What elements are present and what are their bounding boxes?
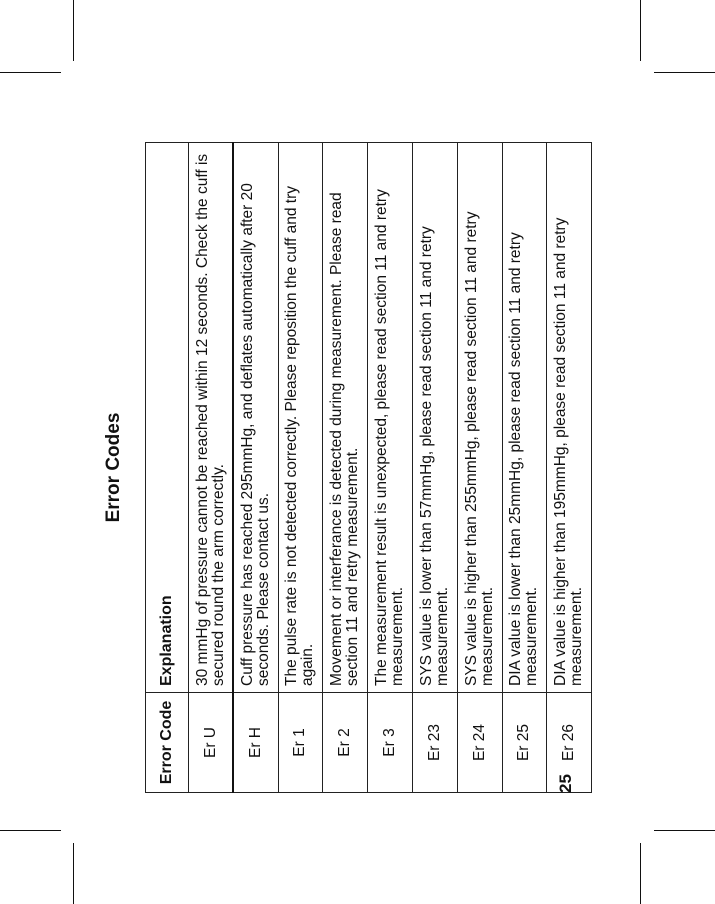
explanation-cell: DIA value is lower than 25mmHg, please read section 11 and retry measurement. — [502, 143, 547, 693]
error-code-cell: Er 26 — [547, 693, 592, 793]
header-explanation: Explanation — [146, 143, 189, 693]
table-row — [323, 143, 368, 793]
page-number: 25 — [556, 774, 575, 793]
explanation-cell: SYS value is lower than 57mmHg, please read section 11 and retry measurement. — [412, 143, 457, 693]
table-row — [233, 143, 278, 793]
crop-mark — [640, 843, 641, 904]
explanation-cell: 30 mmHg of pressure cannot be reached within 12 seconds. Check the cuff is secured round the arm correctly. — [189, 143, 234, 693]
error-codes-table — [145, 142, 592, 793]
table-row — [278, 143, 323, 793]
error-code-cell: Er H — [233, 693, 278, 793]
crop-mark — [73, 0, 74, 61]
crop-mark — [0, 72, 61, 73]
error-code-cell: Er 23 — [412, 693, 457, 793]
rotated-page — [99, 142, 586, 793]
error-code-cell: Er 24 — [457, 693, 502, 793]
table-row — [189, 143, 234, 793]
table-row — [412, 143, 457, 793]
table-row — [502, 143, 547, 793]
crop-mark — [654, 830, 715, 831]
error-code-cell: Er U — [189, 693, 234, 793]
explanation-cell: DIA value is higher than 195mmHg, please read section 11 and retry measurement. — [547, 143, 592, 693]
table-row — [457, 143, 502, 793]
crop-mark — [654, 72, 715, 73]
explanation-cell: The pulse rate is not detected correctly. Please reposition the cuff and try again. — [278, 143, 323, 693]
explanation-cell: Cuff pressure has reached 295mmHg, and deflates automatically after 20 seconds. Please contact us. — [233, 143, 278, 693]
explanation-cell: Movement or interferance is detected during measurement. Please read section 11 and retry measurement. — [323, 143, 368, 693]
error-code-cell: Er 3 — [368, 693, 413, 793]
crop-mark — [0, 830, 61, 831]
crop-mark — [73, 843, 74, 904]
table-header-row — [146, 143, 189, 793]
table-row — [368, 143, 413, 793]
error-code-cell: Er 2 — [323, 693, 368, 793]
table-row — [547, 143, 592, 793]
explanation-cell: The measurement result is unexpected, please read section 11 and retry measurement. — [368, 143, 413, 693]
crop-mark — [640, 0, 641, 61]
header-error-code: Error Code — [146, 693, 189, 793]
page-title: Error Codes — [103, 412, 124, 523]
explanation-cell: SYS value is higher than 255mmHg, please read section 11 and retry measurement. — [457, 143, 502, 693]
error-code-cell: Er 25 — [502, 693, 547, 793]
error-code-cell: Er 1 — [278, 693, 323, 793]
